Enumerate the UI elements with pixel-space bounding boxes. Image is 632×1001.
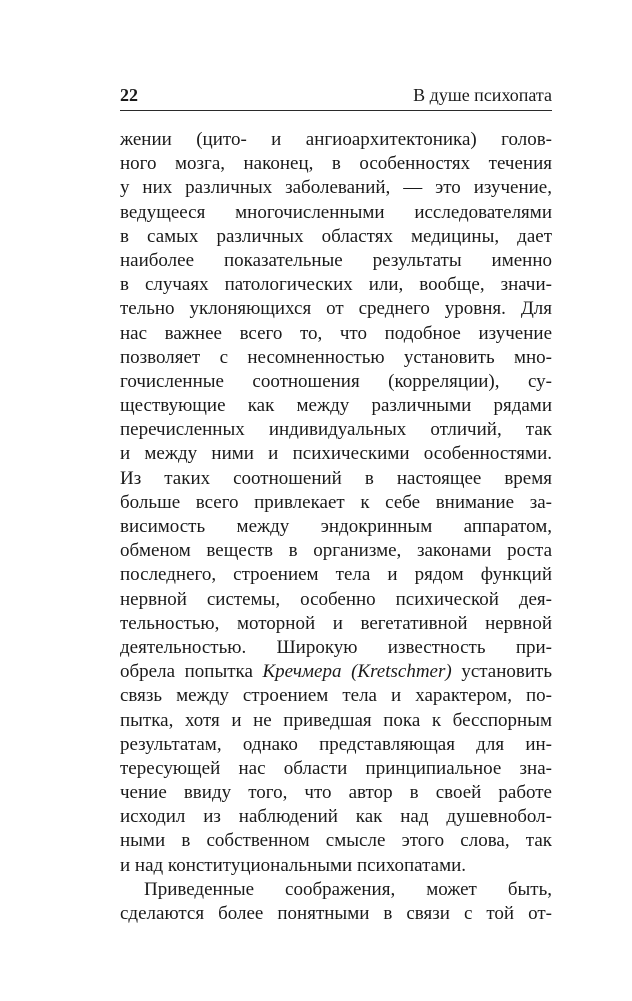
author-name-italic: Кречмера (Kretschmer) (262, 661, 452, 683)
text-segment: обрела попытка (120, 661, 263, 683)
text-line: чение ввиду того, что автор в своей работе (120, 782, 552, 804)
text-line-paragraph-end: и над конституциональными психопатами. (120, 854, 467, 876)
text-line: в самых различных областях медицины, дает (120, 225, 552, 247)
text-line: перечисленных индивидуальных отличий, так (120, 419, 552, 441)
text-line: и между ними и психическими особенностями. (120, 443, 552, 465)
text-line: ными в собственном смысле этого слова, так (120, 830, 552, 852)
text-line: ществующие как между различными рядами (120, 395, 552, 417)
text-line-paragraph-start: Приведенные соображения, может быть, (144, 878, 552, 900)
text-line: наиболее показательные результаты именно (120, 249, 552, 271)
text-line: тельностью, моторной и вегетативной нервной (120, 612, 552, 634)
text-line: результатам, однако представляющая для ин- (120, 733, 552, 755)
text-line: жении (цито- и ангиоархитектоника) голов- (120, 129, 552, 150)
text-line: в случаях патологических или, вообще, значи- (120, 274, 552, 296)
text-line: висимость между эндокринным аппаратом, (120, 516, 552, 537)
text-line: тельно уклоняющихся от среднего уровня. Для (120, 298, 552, 320)
text-line: исходил из наблюдений как над душевнобол- (120, 806, 552, 828)
text-line: деятельностью. Широкую известность при- (120, 636, 552, 658)
body-text (120, 128, 552, 926)
text-line: гочисленные соотношения (корреляции), су- (120, 370, 552, 392)
text-line: сделаются более понятными в связи с той от- (120, 903, 552, 924)
text-line: ведущееся многочисленными исследователями (120, 201, 552, 223)
text-line: ного мозга, наконец, в особенностях течения (120, 153, 552, 175)
running-head (120, 84, 552, 111)
text-line: тересующей нас области принципиальное зна- (120, 757, 552, 779)
text-line (120, 660, 552, 684)
running-title: В душе психопата (413, 85, 552, 105)
text-line: больше всего привлекает к себе внимание за- (120, 491, 552, 513)
text-line: Из таких соотношений в настоящее время (120, 467, 552, 489)
page-number: 22 (120, 85, 138, 105)
text-line: обменом веществ в организме, законами роста (120, 540, 552, 562)
text-segment: установить (451, 661, 553, 683)
text-line: нервной системы, особенно психической дея- (120, 588, 552, 610)
text-line: последнего, строением тела и рядом функций (120, 564, 552, 586)
text-line: у них различных заболеваний, — это изучение, (120, 177, 552, 199)
text-line: нас важнее всего то, что подобное изучение (120, 322, 552, 344)
text-line: позволяет с несомненностью установить мно- (120, 346, 552, 368)
text-line: пытка, хотя и не приведшая пока к бесспорным (120, 709, 552, 731)
text-line: связь между строением тела и характером, по- (120, 685, 552, 707)
